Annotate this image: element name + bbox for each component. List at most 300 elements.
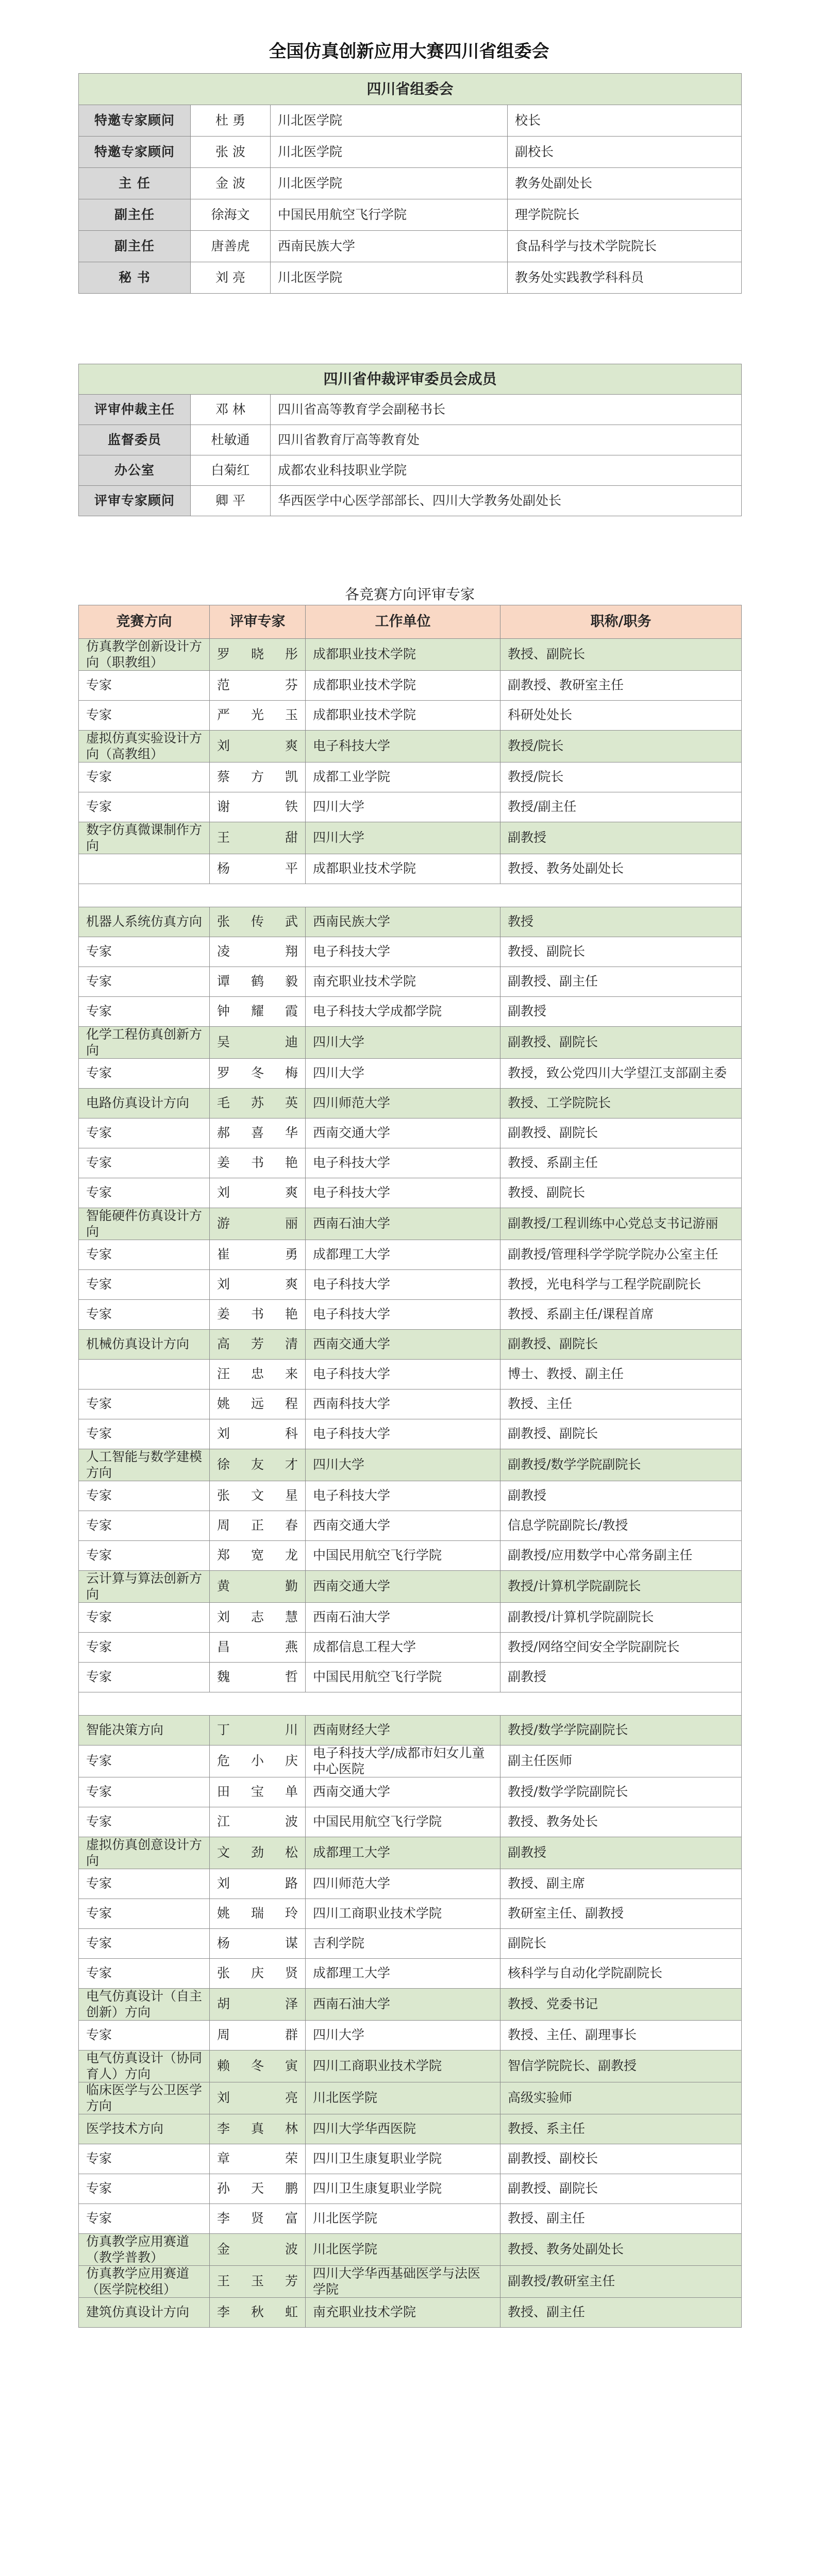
- expert-name: 文劲松: [210, 1837, 306, 1869]
- expert-title: 副教授、副院长: [500, 1330, 742, 1360]
- expert-row: [79, 2204, 742, 2234]
- committee-row: [79, 105, 742, 137]
- organizing-committee-table: [78, 73, 742, 294]
- expert-title: 副主任医师: [500, 1745, 742, 1777]
- expert-direction: 人工智能与数学建模方向: [79, 1449, 210, 1481]
- expert-unit: 四川工商职业技术学院: [306, 2050, 500, 2082]
- arbitration-role: 评审仲裁主任: [79, 395, 191, 425]
- expert-row: [79, 967, 742, 997]
- expert-title: 教授: [500, 907, 742, 937]
- expert-unit: 电子科技大学: [306, 731, 500, 762]
- expert-row: [79, 1571, 742, 1603]
- expert-direction: 专家: [79, 1240, 210, 1270]
- committee-role: 特邀专家顾问: [79, 105, 191, 137]
- expert-name: 危小庆: [210, 1745, 306, 1777]
- expert-unit: 四川大学华西医院: [306, 2114, 500, 2144]
- expert-title: 教授，致公党四川大学望江支部副主委: [500, 1059, 742, 1089]
- expert-name: 罗冬梅: [210, 1059, 306, 1089]
- expert-direction: 专家: [79, 937, 210, 967]
- expert-direction: 电路仿真设计方向: [79, 1089, 210, 1118]
- expert-row: [79, 854, 742, 884]
- expert-row: [79, 1360, 742, 1389]
- committee-row: [79, 168, 742, 199]
- expert-row: [79, 997, 742, 1027]
- expert-name: 周 群: [210, 2021, 306, 2050]
- expert-row: [79, 1270, 742, 1300]
- expert-title: 教授、教务处长: [500, 1807, 742, 1837]
- expert-direction: 专家: [79, 1300, 210, 1330]
- expert-title: 副教授、副主任: [500, 967, 742, 997]
- page-title: 全国仿真创新应用大赛四川省组委会: [269, 41, 549, 62]
- expert-row: [79, 731, 742, 762]
- expert-name: 姜书艳: [210, 1148, 306, 1178]
- expert-direction: 建筑仿真设计方向: [79, 2298, 210, 2328]
- arbitration-row: [79, 486, 742, 516]
- expert-name: 田宝单: [210, 1777, 306, 1807]
- expert-name: 凌 翔: [210, 937, 306, 967]
- expert-direction: 智能决策方向: [79, 1716, 210, 1745]
- expert-row: [79, 937, 742, 967]
- arbitration-table: [78, 364, 742, 516]
- expert-name: 汪忠来: [210, 1360, 306, 1389]
- committee-unit: 川北医学院: [271, 137, 508, 168]
- group-separator: [79, 884, 742, 907]
- committee-row: [79, 231, 742, 262]
- expert-name: 高芳清: [210, 1330, 306, 1360]
- expert-row: [79, 639, 742, 671]
- expert-title: 副教授: [500, 997, 742, 1027]
- expert-direction: 专家: [79, 1270, 210, 1300]
- expert-row: [79, 1745, 742, 1777]
- expert-direction: 专家: [79, 1663, 210, 1692]
- expert-title: 教授/计算机学院副院长: [500, 1571, 742, 1603]
- expert-direction: 电气仿真设计（协同育人）方向: [79, 2050, 210, 2082]
- expert-name: 姜书艳: [210, 1300, 306, 1330]
- expert-unit: 四川大学: [306, 1027, 500, 1059]
- expert-name: 杨 平: [210, 854, 306, 884]
- expert-direction: 专家: [79, 792, 210, 822]
- expert-unit: 中国民用航空飞行学院: [306, 1663, 500, 1692]
- expert-row: [79, 2082, 742, 2114]
- expert-title: 副教授、副校长: [500, 2144, 742, 2174]
- expert-title: 副院长: [500, 1929, 742, 1959]
- expert-direction: 专家: [79, 1511, 210, 1541]
- expert-name: 杨 谋: [210, 1929, 306, 1959]
- expert-row: [79, 1603, 742, 1633]
- expert-direction: 专家: [79, 762, 210, 792]
- committee-row: [79, 137, 742, 168]
- expert-row: [79, 1389, 742, 1419]
- expert-row: [79, 1869, 742, 1899]
- expert-name: 李贤富: [210, 2204, 306, 2234]
- arbitration-info: 华西医学中心医学部部长、四川大学教务处副处长: [271, 486, 742, 516]
- expert-unit: 西南石油大学: [306, 1603, 500, 1633]
- expert-row: [79, 2266, 742, 2298]
- expert-name: 张文星: [210, 1481, 306, 1511]
- expert-direction: 专家: [79, 967, 210, 997]
- expert-unit: 西南民族大学: [306, 907, 500, 937]
- expert-direction: 专家: [79, 1777, 210, 1807]
- expert-name: 李真林: [210, 2114, 306, 2144]
- expert-title: 副教授/计算机学院副院长: [500, 1603, 742, 1633]
- committee-unit: 川北医学院: [271, 168, 508, 199]
- expert-title: 科研处处长: [500, 701, 742, 731]
- expert-name: 严光玉: [210, 701, 306, 731]
- arbitration-role: 办公室: [79, 455, 191, 486]
- expert-direction: 专家: [79, 1148, 210, 1178]
- expert-direction: 专家: [79, 1929, 210, 1959]
- expert-row: [79, 1663, 742, 1692]
- expert-unit: 四川大学: [306, 1449, 500, 1481]
- expert-row: [79, 907, 742, 937]
- committee-unit: 中国民用航空飞行学院: [271, 199, 508, 231]
- arbitration-name: 邓 林: [191, 395, 271, 425]
- expert-title: 副教授、副院长: [500, 1118, 742, 1148]
- expert-title: 教授、系副主任: [500, 1148, 742, 1178]
- expert-row: [79, 701, 742, 731]
- expert-direction: 专家: [79, 1059, 210, 1089]
- expert-direction: 机器人系统仿真方向: [79, 907, 210, 937]
- expert-row: [79, 1481, 742, 1511]
- expert-title: 教授、教务处副处长: [500, 854, 742, 884]
- expert-row: [79, 1240, 742, 1270]
- expert-row: [79, 1330, 742, 1360]
- organizing-committee-header: 四川省组委会: [79, 74, 742, 105]
- expert-name: 郝喜华: [210, 1118, 306, 1148]
- committee-name: 刘 亮: [191, 262, 271, 294]
- expert-row: [79, 1059, 742, 1089]
- committee-position: 教务处实践教学科科员: [508, 262, 742, 294]
- expert-title: 副教授: [500, 822, 742, 854]
- expert-direction: 数字仿真微课制作方向: [79, 822, 210, 854]
- committee-role: 特邀专家顾问: [79, 137, 191, 168]
- expert-name: 钟耀霞: [210, 997, 306, 1027]
- expert-unit: 四川师范大学: [306, 1869, 500, 1899]
- arbitration-header: 四川省仲裁评审委员会成员: [79, 364, 742, 395]
- expert-row: [79, 1449, 742, 1481]
- expert-name: 金 波: [210, 2234, 306, 2266]
- experts-section-title: 各竞赛方向评审专家: [344, 586, 475, 603]
- expert-name: 吴 迪: [210, 1027, 306, 1059]
- arbitration-info: 成都农业科技职业学院: [271, 455, 742, 486]
- expert-name: 黄 勤: [210, 1571, 306, 1603]
- expert-unit: 成都理工大学: [306, 1837, 500, 1869]
- expert-name: 刘 爽: [210, 1178, 306, 1208]
- expert-title: 高级实验师: [500, 2082, 742, 2114]
- arbitration-name: 杜敏通: [191, 425, 271, 455]
- expert-name: 王 甜: [210, 822, 306, 854]
- expert-unit: 四川大学华西基础医学与法医学院: [306, 2266, 500, 2298]
- expert-title: 教授、工学院院长: [500, 1089, 742, 1118]
- expert-row: [79, 1959, 742, 1989]
- experts-column-header: 评审专家: [210, 605, 306, 639]
- arbitration-role: 监督委员: [79, 425, 191, 455]
- expert-name: 谭鹤毅: [210, 967, 306, 997]
- expert-row: [79, 792, 742, 822]
- expert-unit: 西南科技大学: [306, 1389, 500, 1419]
- expert-unit: 四川大学: [306, 1059, 500, 1089]
- expert-title: 副教授、副院长: [500, 2174, 742, 2204]
- expert-unit: 电子科技大学: [306, 937, 500, 967]
- expert-title: 教授/院长: [500, 731, 742, 762]
- expert-name: 刘 亮: [210, 2082, 306, 2114]
- expert-direction: [79, 854, 210, 884]
- expert-direction: 医学技术方向: [79, 2114, 210, 2144]
- committee-unit: 川北医学院: [271, 262, 508, 294]
- expert-unit: 四川大学: [306, 822, 500, 854]
- expert-direction: 虚拟仿真创意设计方向: [79, 1837, 210, 1869]
- expert-row: [79, 2298, 742, 2328]
- expert-row: [79, 1208, 742, 1240]
- expert-name: 周正春: [210, 1511, 306, 1541]
- expert-unit: 成都理工大学: [306, 1959, 500, 1989]
- expert-row: [79, 1633, 742, 1663]
- committee-role: 主 任: [79, 168, 191, 199]
- expert-unit: 成都职业技术学院: [306, 701, 500, 731]
- expert-row: [79, 2174, 742, 2204]
- expert-direction: 专家: [79, 1118, 210, 1148]
- expert-unit: 电子科技大学/成都市妇女儿童中心医院: [306, 1745, 500, 1777]
- committee-name: 金 波: [191, 168, 271, 199]
- expert-direction: 专家: [79, 1541, 210, 1571]
- expert-unit: 中国民用航空飞行学院: [306, 1807, 500, 1837]
- expert-title: 博士、教授、副主任: [500, 1360, 742, 1389]
- committee-role: 副主任: [79, 199, 191, 231]
- expert-title: 教授、副主席: [500, 1869, 742, 1899]
- expert-unit: 成都理工大学: [306, 1240, 500, 1270]
- expert-unit: 西南交通大学: [306, 1330, 500, 1360]
- expert-title: 副教授: [500, 1837, 742, 1869]
- committee-role: 秘 书: [79, 262, 191, 294]
- expert-direction: [79, 1360, 210, 1389]
- expert-name: 李秋虹: [210, 2298, 306, 2328]
- expert-title: 副教授/工程训练中心党总支书记游丽: [500, 1208, 742, 1240]
- expert-row: [79, 1899, 742, 1929]
- expert-title: 教授、副院长: [500, 937, 742, 967]
- expert-title: 副教授/教研室主任: [500, 2266, 742, 2298]
- expert-direction: 专家: [79, 1899, 210, 1929]
- expert-title: 教授、教务处副处长: [500, 2234, 742, 2266]
- expert-title: 教授、副院长: [500, 639, 742, 671]
- expert-row: [79, 2021, 742, 2050]
- expert-title: 教授、党委书记: [500, 1989, 742, 2021]
- expert-direction: 专家: [79, 701, 210, 731]
- expert-unit: 西南石油大学: [306, 1208, 500, 1240]
- expert-name: 刘 爽: [210, 731, 306, 762]
- expert-title: 教研室主任、副教授: [500, 1899, 742, 1929]
- expert-name: 孙天鹏: [210, 2174, 306, 2204]
- expert-unit: 南充职业技术学院: [306, 967, 500, 997]
- expert-row: [79, 1089, 742, 1118]
- expert-direction: 专家: [79, 1633, 210, 1663]
- expert-unit: 川北医学院: [306, 2082, 500, 2114]
- expert-direction: 化学工程仿真创新方向: [79, 1027, 210, 1059]
- expert-unit: 西南财经大学: [306, 1716, 500, 1745]
- expert-direction: 专家: [79, 1178, 210, 1208]
- expert-direction: 虚拟仿真实验设计方向（高教组）: [79, 731, 210, 762]
- expert-row: [79, 1541, 742, 1571]
- expert-title: 副教授、教研室主任: [500, 671, 742, 701]
- expert-row: [79, 1300, 742, 1330]
- expert-name: 范 芬: [210, 671, 306, 701]
- expert-unit: 电子科技大学: [306, 1481, 500, 1511]
- expert-unit: 南充职业技术学院: [306, 2298, 500, 2328]
- expert-row: [79, 2144, 742, 2174]
- expert-unit: 成都职业技术学院: [306, 671, 500, 701]
- expert-unit: 中国民用航空飞行学院: [306, 1541, 500, 1571]
- arbitration-info: 四川省高等教育学会副秘书长: [271, 395, 742, 425]
- committee-unit: 西南民族大学: [271, 231, 508, 262]
- expert-direction: 专家: [79, 1419, 210, 1449]
- expert-unit: 成都信息工程大学: [306, 1633, 500, 1663]
- expert-unit: 电子科技大学: [306, 1148, 500, 1178]
- expert-name: 谢 铁: [210, 792, 306, 822]
- expert-title: 副教授/应用数学中心常务副主任: [500, 1541, 742, 1571]
- experts-column-header: 职称/职务: [500, 605, 742, 639]
- expert-unit: 四川卫生康复职业学院: [306, 2144, 500, 2174]
- expert-direction: 专家: [79, 1481, 210, 1511]
- expert-name: 魏 哲: [210, 1663, 306, 1692]
- committee-row: [79, 199, 742, 231]
- committee-name: 杜 勇: [191, 105, 271, 137]
- experts-column-header: 工作单位: [306, 605, 500, 639]
- expert-row: [79, 1148, 742, 1178]
- expert-name: 罗晓彤: [210, 639, 306, 671]
- expert-unit: 西南交通大学: [306, 1118, 500, 1148]
- expert-row: [79, 671, 742, 701]
- expert-name: 张传武: [210, 907, 306, 937]
- expert-title: 教授、系副主任/课程首席: [500, 1300, 742, 1330]
- arbitration-row: [79, 455, 742, 486]
- expert-direction: 专家: [79, 2204, 210, 2234]
- expert-name: 姚远程: [210, 1389, 306, 1419]
- expert-name: 江 波: [210, 1807, 306, 1837]
- expert-title: 智信学院院长、副教授: [500, 2050, 742, 2082]
- expert-title: 副教授/数学学院副院长: [500, 1449, 742, 1481]
- expert-unit: 成都职业技术学院: [306, 639, 500, 671]
- arbitration-info: 四川省教育厅高等教育处: [271, 425, 742, 455]
- expert-name: 蔡方凯: [210, 762, 306, 792]
- experts-column-header: 竞赛方向: [79, 605, 210, 639]
- expert-name: 刘 爽: [210, 1270, 306, 1300]
- expert-name: 张庆贤: [210, 1959, 306, 1989]
- expert-row: [79, 1419, 742, 1449]
- expert-unit: 吉利学院: [306, 1929, 500, 1959]
- committee-name: 张 波: [191, 137, 271, 168]
- expert-title: 教授、主任: [500, 1389, 742, 1419]
- expert-direction: 专家: [79, 1959, 210, 1989]
- expert-direction: 专家: [79, 671, 210, 701]
- expert-title: 核科学与自动化学院副院长: [500, 1959, 742, 1989]
- expert-row: [79, 762, 742, 792]
- expert-name: 毛苏英: [210, 1089, 306, 1118]
- expert-title: 教授、主任、副理事长: [500, 2021, 742, 2050]
- expert-title: 信息学院副院长/教授: [500, 1511, 742, 1541]
- separator-cell: [79, 1692, 742, 1716]
- expert-unit: 电子科技大学: [306, 1419, 500, 1449]
- expert-row: [79, 1807, 742, 1837]
- expert-row: [79, 1716, 742, 1745]
- expert-unit: 电子科技大学: [306, 1270, 500, 1300]
- expert-unit: 电子科技大学: [306, 1300, 500, 1330]
- expert-title: 教授，光电科学与工程学院副院长: [500, 1270, 742, 1300]
- expert-direction: 专家: [79, 2144, 210, 2174]
- expert-title: 教授、副院长: [500, 1178, 742, 1208]
- expert-unit: 四川大学: [306, 792, 500, 822]
- committee-position: 理学院院长: [508, 199, 742, 231]
- committee-position: 教务处副处长: [508, 168, 742, 199]
- committee-name: 徐海文: [191, 199, 271, 231]
- expert-direction: 专家: [79, 1603, 210, 1633]
- expert-title: 教授/网络空间安全学院副院长: [500, 1633, 742, 1663]
- expert-title: 教授/副主任: [500, 792, 742, 822]
- expert-direction: 机械仿真设计方向: [79, 1330, 210, 1360]
- committee-position: 副校长: [508, 137, 742, 168]
- expert-name: 徐友才: [210, 1449, 306, 1481]
- expert-row: [79, 2234, 742, 2266]
- expert-name: 刘 路: [210, 1869, 306, 1899]
- expert-name: 胡 泽: [210, 1989, 306, 2021]
- expert-title: 副教授、副院长: [500, 1419, 742, 1449]
- committee-role: 副主任: [79, 231, 191, 262]
- expert-title: 副教授: [500, 1481, 742, 1511]
- expert-direction: 仿真教学应用赛道（教学普教）: [79, 2234, 210, 2266]
- expert-row: [79, 1027, 742, 1059]
- expert-unit: 西南石油大学: [306, 1989, 500, 2021]
- expert-row: [79, 1118, 742, 1148]
- arbitration-name: 卿 平: [191, 486, 271, 516]
- committee-name: 唐善虎: [191, 231, 271, 262]
- expert-name: 章 荣: [210, 2144, 306, 2174]
- expert-unit: 电子科技大学成都学院: [306, 997, 500, 1027]
- expert-name: 刘 科: [210, 1419, 306, 1449]
- committee-position: 校长: [508, 105, 742, 137]
- expert-unit: 四川师范大学: [306, 1089, 500, 1118]
- expert-name: 姚瑞玲: [210, 1899, 306, 1929]
- expert-title: 教授/数学学院副院长: [500, 1716, 742, 1745]
- separator-cell: [79, 884, 742, 907]
- expert-row: [79, 1929, 742, 1959]
- expert-direction: 仿真教学创新设计方向（职教组）: [79, 639, 210, 671]
- arbitration-name: 白菊红: [191, 455, 271, 486]
- expert-unit: 电子科技大学: [306, 1360, 500, 1389]
- expert-title: 教授、系主任: [500, 2114, 742, 2144]
- expert-name: 郑宽龙: [210, 1541, 306, 1571]
- arbitration-row: [79, 425, 742, 455]
- expert-unit: 西南交通大学: [306, 1511, 500, 1541]
- arbitration-role: 评审专家顾问: [79, 486, 191, 516]
- expert-direction: 仿真教学应用赛道（医学院校组）: [79, 2266, 210, 2298]
- expert-unit: 四川大学: [306, 2021, 500, 2050]
- expert-row: [79, 1511, 742, 1541]
- expert-name: 王玉芳: [210, 2266, 306, 2298]
- expert-row: [79, 2050, 742, 2082]
- expert-name: 刘志慧: [210, 1603, 306, 1633]
- expert-row: [79, 1178, 742, 1208]
- expert-row: [79, 2114, 742, 2144]
- expert-name: 游 丽: [210, 1208, 306, 1240]
- expert-unit: 成都工业学院: [306, 762, 500, 792]
- expert-title: 教授、副主任: [500, 2298, 742, 2328]
- committee-row: [79, 262, 742, 294]
- expert-title: 教授/院长: [500, 762, 742, 792]
- expert-name: 丁 川: [210, 1716, 306, 1745]
- expert-title: 副教授/管理科学学院学院办公室主任: [500, 1240, 742, 1270]
- expert-direction: 专家: [79, 2021, 210, 2050]
- expert-direction: 云计算与算法创新方向: [79, 1571, 210, 1603]
- expert-unit: 西南交通大学: [306, 1777, 500, 1807]
- expert-title: 副教授、副院长: [500, 1027, 742, 1059]
